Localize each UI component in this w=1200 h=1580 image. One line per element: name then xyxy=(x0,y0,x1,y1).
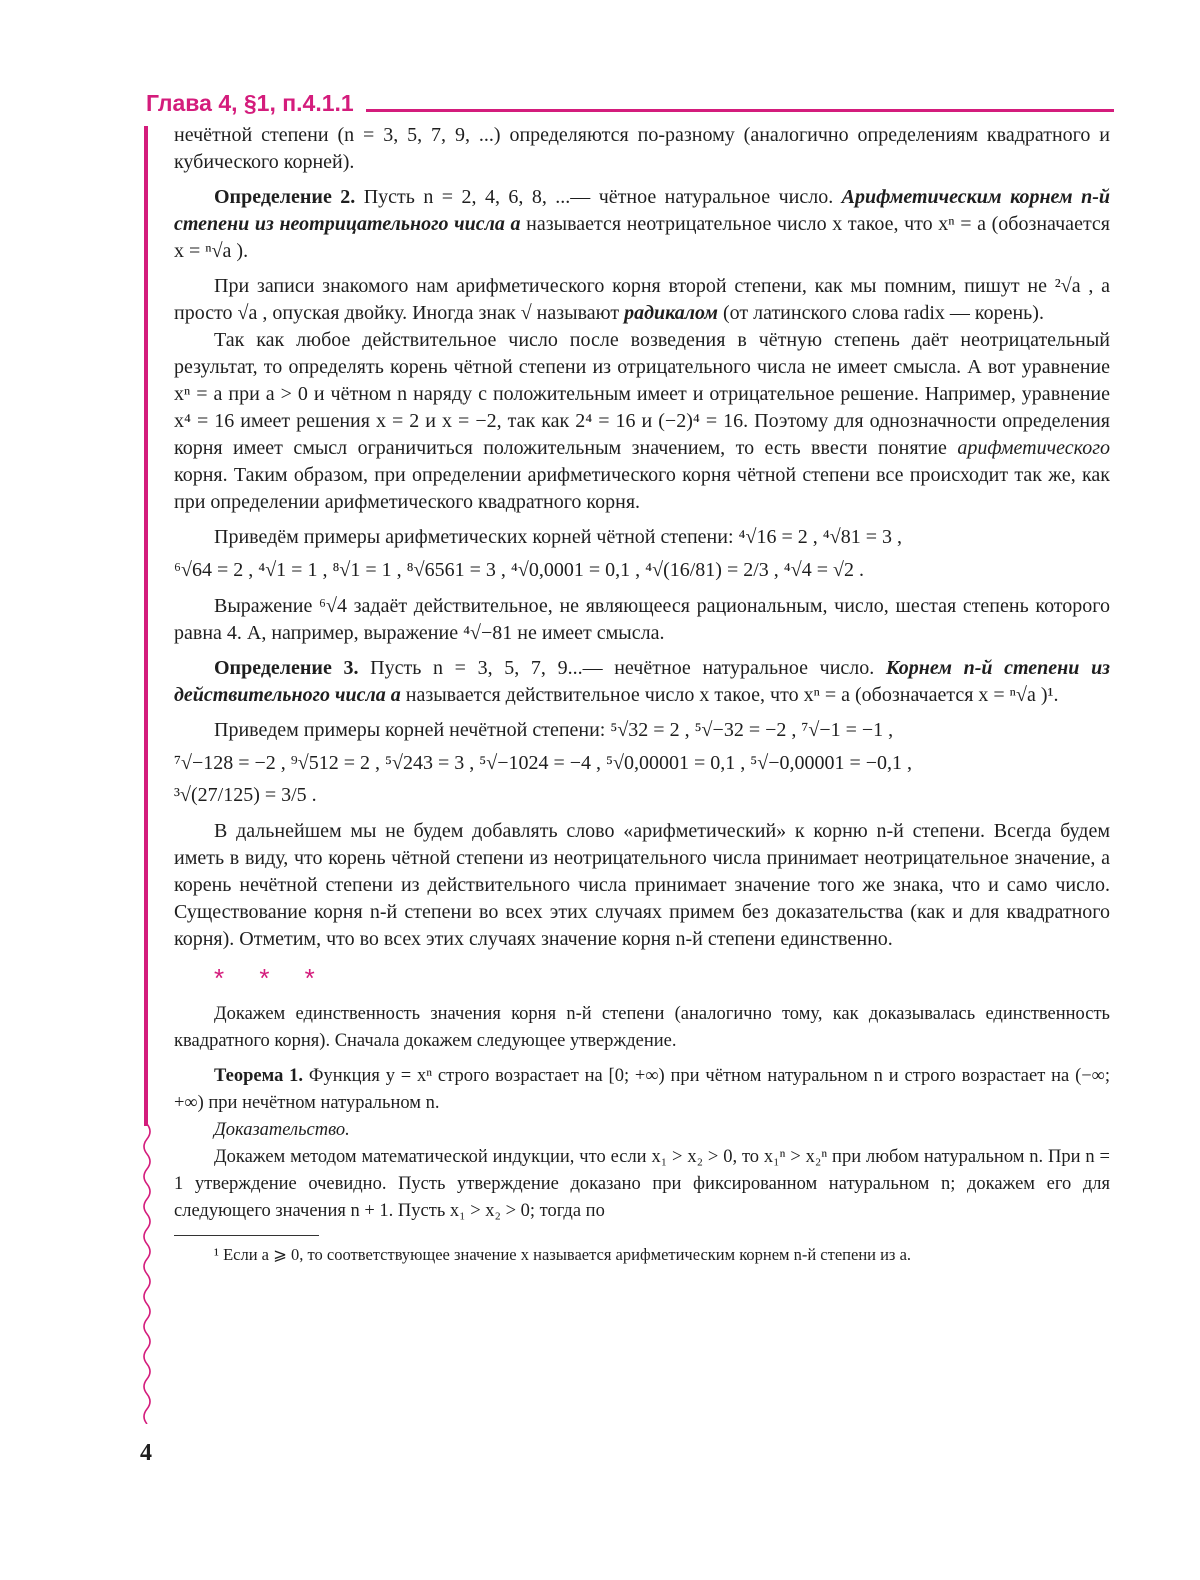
paragraph-induction: Докажем методом математической индукции, что если x₁ > x₂ > 0, то x₁ⁿ > x₂ⁿ при любом натуральном n. При n = 1 утверждение очевидно. Пусть утверждение доказано при фиксированном натуральном n; докажем его для следующего значения n + 1. Пусть x₁ > x₂ > 0; тогда по xyxy=(174,1147,1110,1221)
definition-2-text-end: называется неотрицательное число x такое, что xⁿ = a (обозначается x = ⁿ√a ). xyxy=(174,213,1110,262)
definition-3-label: Определение 3. xyxy=(214,657,359,679)
proof-label xyxy=(174,1117,1110,1144)
paragraph-even-root-end: корня. Таким образом, при определении арифметического корня чётной степени все происходит так же, как при определении арифметического квадратного корня. xyxy=(174,464,1110,513)
theorem-1-text: Функция y = xⁿ строго возрастает на [0; +∞) при чётном натуральном n и строго возрастает на (−∞; +∞) при нечётном натуральном n. xyxy=(174,1066,1110,1113)
proof-label-text: Доказательство. xyxy=(214,1120,350,1140)
paragraph-even-root xyxy=(174,327,1110,516)
paragraph-radical-end: (от латинского слова radix — корень). xyxy=(717,302,1044,324)
even-root-examples: ⁶√64 = 2 , ⁴√1 = 1 , ⁸√1 = 1 , ⁸√6561 = 3 , ⁴√0,0001 = 0,1 , ⁴√(16/81) = 2/3 , ⁴√4 = √2 . xyxy=(174,559,865,581)
term-radical: радикалом xyxy=(624,302,718,324)
paragraph-continuation: нечётной степени (n = 3, 5, 7, 9, ...) определяются по-разному (аналогично определениям квадратного и кубического корней). xyxy=(174,124,1110,173)
definition-3-term: Корнем n-й степени из действительного числа a xyxy=(174,657,1110,706)
even-root-examples-lead: Приведём примеры арифметических корней чётной степени: ⁴√16 = 2 , ⁴√81 = 3 , xyxy=(214,526,902,548)
odd-root-examples-fraction: ³√(27/125) = 3/5 . xyxy=(174,784,317,806)
header-rule xyxy=(366,109,1114,112)
paragraph-prove-uniqueness: Докажем единственность значения корня n-й степени (аналогично тому, как доказывалась единственность квадратного корня). Сначала докажем следующее утверждение. xyxy=(174,1004,1110,1051)
paragraph-uniqueness: В дальнейшем мы не будем добавлять слово «арифметический» к корню n-й степени. Всегда будем иметь в виду, что корень чётной степени из неотрицательного числа принимает неотрицательное значение, а корень нечётной степени из действительного числа принимает значение того же знака, что и само число. Существование корня n-й степени во всех этих случаях примем без доказательства (как и для квадратного корня). Отметим, что во всех этих случаях значение корня n-й степени единственно. xyxy=(174,820,1110,950)
definition-2-label: Определение 2. xyxy=(214,186,356,208)
odd-root-examples-lead: Приведем примеры корней нечётной степени: ⁵√32 = 2 , ⁵√−32 = −2 , ⁷√−1 = −1 , xyxy=(214,719,894,741)
paragraph-radical xyxy=(174,273,1110,327)
theorem-1 xyxy=(174,1063,1110,1117)
definition-3-text-end: называется действительное число x такое, что xⁿ = a (обозначается x = ⁿ√a )¹. xyxy=(400,684,1059,706)
odd-root-examples: ⁷√−128 = −2 , ⁹√512 = 2 , ⁵√243 = 3 , ⁵√−1024 = −4 , ⁵√0,00001 = 0,1 , ⁵√−0,00001 = −0,1 , xyxy=(174,752,913,774)
definition-2 xyxy=(174,184,1110,265)
footnote-rule xyxy=(174,1235,319,1236)
definition-2-term: Арифметическим корнем n-й степени из неотрицательного числа a xyxy=(174,186,1110,235)
chapter-reference: Глава 4, §1, п.4.1.1 xyxy=(146,90,354,116)
paragraph-sixth-root: Выражение ⁶√4 задаёт действительное, не являющееся рациональным, число, шестая степень которого равна 4. А, например, выражение ⁴√−81 не имеет смысла. xyxy=(174,595,1110,644)
definition-3-text-start: Пусть n = 3, 5, 7, 9...— нечётное натуральное число. xyxy=(358,657,886,679)
term-arithmetic: арифметического xyxy=(957,437,1110,459)
margin-wave-decoration xyxy=(140,1124,154,1424)
definition-3 xyxy=(174,655,1110,709)
proof-section xyxy=(174,1001,1110,1225)
footnote: ¹ Если a ⩾ 0, то соответствующее значение x называется арифметическим корнем n-й степени из a. xyxy=(214,1245,912,1264)
running-header xyxy=(146,86,1114,116)
page-content xyxy=(174,122,1110,1266)
theorem-1-label: Теорема 1. xyxy=(214,1066,304,1086)
margin-bar xyxy=(144,126,148,1126)
page-number: 4 xyxy=(140,1440,152,1466)
paragraph-radical-text: При записи знакомого нам арифметического корня второй степени, как мы помним, пишут не ²√a , а просто √a , опуская двойку. Иногда знак √ называют xyxy=(174,275,1110,324)
paragraph-even-root-text: Так как любое действительное число после возведения в чётную степень даёт неотрицательный результат, то определять корень чётной степени из отрицательного числа не имеет смысла. А вот уравнение xⁿ = a при a > 0 и чётном n наряду с положительным имеет и отрицательное решение. Например, уравнение x⁴ = 16 имеет решения x = 2 и x = −2, так как 2⁴ = 16 и (−2)⁴ = 16. Поэтому для однозначности определения корня имеет смысл ограничиться положительным значением, то есть ввести понятие xyxy=(174,329,1110,459)
section-separator-stars: * * * xyxy=(214,963,329,993)
definition-2-text-start: Пусть n = 2, 4, 6, 8, ...— чётное натуральное число. xyxy=(355,186,842,208)
